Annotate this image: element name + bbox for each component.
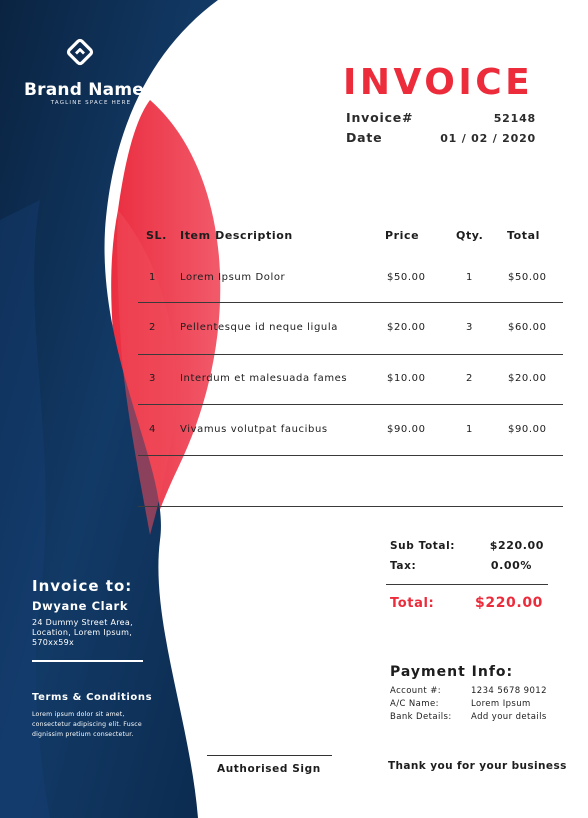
table-row-description: Lorem Ipsum Dolor bbox=[180, 272, 286, 283]
row-divider bbox=[138, 354, 563, 355]
table-row-qty: 3 bbox=[466, 322, 473, 333]
terms-text: Lorem ipsum dolor sit amet, consectetur adipiscing elit. Fusce dignissim pretium consectetur. bbox=[32, 711, 142, 738]
table-row-price: $10.00 bbox=[387, 373, 426, 384]
column-header-total: Total bbox=[507, 229, 541, 242]
diamond-house-logo-icon bbox=[66, 38, 94, 66]
table-row-price: $90.00 bbox=[387, 424, 426, 435]
total-value: $220.00 bbox=[475, 595, 543, 611]
table-row-qty: 1 bbox=[466, 272, 473, 283]
table-row-total: $20.00 bbox=[508, 373, 547, 384]
table-row-description: Vivamus volutpat faucibus bbox=[180, 424, 328, 435]
thank-you-note: Thank you for your business bbox=[388, 760, 567, 772]
table-row-qty: 1 bbox=[466, 424, 473, 435]
table-row-description: Interdum et malesuada fames bbox=[180, 373, 348, 384]
brand-tagline: TAGLINE SPACE HERE bbox=[50, 100, 132, 106]
column-header-description: Item Description bbox=[180, 229, 293, 242]
account-number-label: Account #: bbox=[390, 686, 442, 696]
invoice-title: INVOICE bbox=[343, 62, 534, 103]
table-row-total: $50.00 bbox=[508, 272, 547, 283]
bank-details-label: Bank Details: bbox=[390, 712, 452, 722]
invoice-number-value: 52148 bbox=[493, 112, 536, 125]
totals-divider bbox=[386, 584, 548, 585]
table-bottom-rule bbox=[138, 506, 563, 507]
subtotal-label: Sub Total: bbox=[390, 540, 456, 552]
invoice-to-heading: Invoice to: bbox=[32, 577, 133, 595]
client-divider bbox=[32, 660, 143, 662]
column-header-price: Price bbox=[385, 229, 420, 242]
signature-line bbox=[207, 755, 332, 756]
invoice-number-label: Invoice# bbox=[346, 110, 414, 125]
ac-name-label: A/C Name: bbox=[390, 699, 439, 709]
payment-info-heading: Payment Info: bbox=[390, 664, 514, 680]
client-name: Dwyane Clark bbox=[32, 599, 129, 613]
column-header-sl: SL. bbox=[146, 229, 167, 242]
subtotal-value: $220.00 bbox=[489, 539, 544, 552]
bank-details-value: Add your details bbox=[471, 712, 547, 722]
table-row-total: $90.00 bbox=[508, 424, 547, 435]
account-number-value: 1234 5678 9012 bbox=[471, 686, 547, 696]
invoice-date-label: Date bbox=[346, 130, 383, 145]
client-address: 24 Dummy Street Area, Location, Lorem Ipsum, 570xx59x bbox=[32, 618, 133, 647]
authorised-sign-label: Authorised Sign bbox=[217, 763, 321, 775]
tax-value: 0.00% bbox=[490, 559, 532, 572]
table-row-qty: 2 bbox=[466, 373, 473, 384]
table-row-sl: 1 bbox=[149, 272, 156, 283]
table-row-description: Pellentesque id neque ligula bbox=[180, 322, 338, 333]
brand-name: Brand Name bbox=[24, 80, 144, 100]
table-row-sl: 3 bbox=[149, 373, 156, 384]
total-label: Total: bbox=[390, 596, 435, 611]
invoice-date-value: 01 / 02 / 2020 bbox=[440, 132, 536, 145]
terms-heading: Terms & Conditions bbox=[32, 692, 153, 703]
row-divider bbox=[138, 302, 563, 303]
tax-label: Tax: bbox=[390, 560, 417, 572]
ac-name-value: Lorem Ipsum bbox=[471, 699, 531, 709]
table-row-sl: 2 bbox=[149, 322, 156, 333]
table-row-sl: 4 bbox=[149, 424, 156, 435]
table-row-price: $50.00 bbox=[387, 272, 426, 283]
row-divider bbox=[138, 455, 563, 456]
column-header-qty: Qty. bbox=[456, 229, 484, 242]
table-row-total: $60.00 bbox=[508, 322, 547, 333]
row-divider bbox=[138, 404, 563, 405]
table-row-price: $20.00 bbox=[387, 322, 426, 333]
